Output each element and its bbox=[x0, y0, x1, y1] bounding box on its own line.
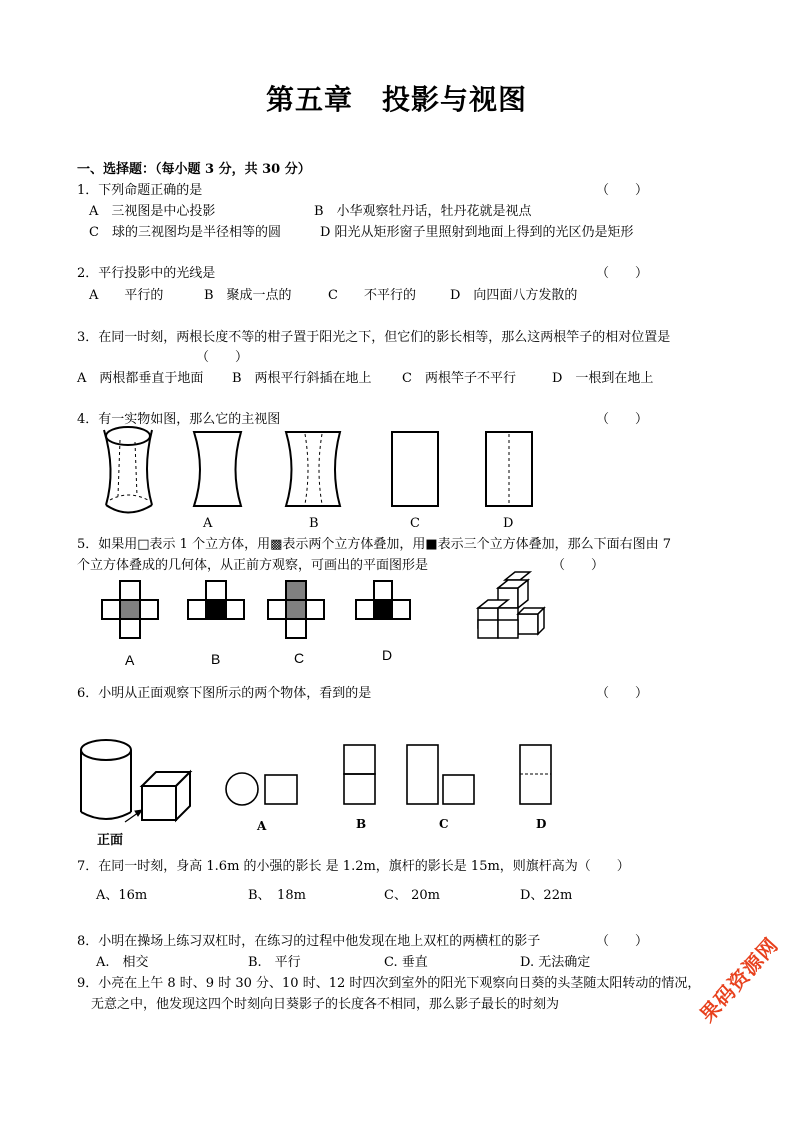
q6-label-b: B bbox=[356, 817, 367, 831]
q8-stem: 8．小明在操场上练习双杠时，在练习的过程中他发现在地上双杠的两横杠的影子 bbox=[77, 934, 541, 949]
q7-stem: 7．在同一时刻，身高 1.6m 的小强的影长 是 1.2m，旗杆的影长是 15m，则旗杆高为（ ） bbox=[77, 859, 630, 874]
q6-figure-d bbox=[520, 745, 551, 804]
q5-figure-d bbox=[356, 581, 410, 619]
q8-option-c: C. 垂直 bbox=[384, 955, 428, 970]
q6-figure-b bbox=[344, 745, 375, 804]
q5-label-d: D bbox=[382, 647, 393, 663]
q4-figure-a bbox=[194, 432, 241, 506]
q1-option-b: B 小华观察牡丹话，牡丹花就是视点 bbox=[314, 204, 532, 219]
q2-option-b: B 聚成一点的 bbox=[204, 288, 292, 303]
q4-label-c: C bbox=[410, 516, 420, 531]
q4-stem: 4．有一实物如图，那么它的主视图 bbox=[77, 412, 281, 427]
q2-option-a: A 平行的 bbox=[89, 288, 164, 303]
q5-figure-c bbox=[268, 581, 324, 638]
q3-answer-paren: （ ） bbox=[196, 350, 249, 365]
q6-label-a: A bbox=[257, 819, 267, 833]
q5-label-a: A bbox=[125, 652, 135, 668]
q3-option-c: C 两根竿子不平行 bbox=[402, 371, 516, 386]
section-heading: 一、选择题：（每小题 3 分，共 30 分） bbox=[77, 162, 311, 177]
q6-figure-a bbox=[226, 773, 297, 805]
q6-objects-figure bbox=[81, 740, 190, 822]
q2-stem: 2．平行投影中的光线是 bbox=[77, 266, 216, 281]
q2-option-c: C 不平行的 bbox=[328, 288, 416, 303]
q1-option-c: C 球的三视图均是半径相等的圆 bbox=[89, 225, 281, 240]
q7-option-b: B、 18m bbox=[248, 888, 306, 903]
q6-stem: 6．小明从正面观察下图所示的两个物体，看到的是 bbox=[77, 686, 372, 701]
q5-label-c: C bbox=[294, 650, 305, 666]
q3-option-d: D 一根到在地上 bbox=[552, 371, 654, 386]
q4-label-a: A bbox=[203, 516, 213, 531]
q5-stem-line1: 5．如果用□表示 1 个立方体，用▩表示两个立方体叠加，用■表示三个立方体叠加，那么下面右图由 7 bbox=[77, 537, 672, 552]
q3-option-a: A 两根都垂直于地面 bbox=[77, 371, 204, 386]
q6-label-d: D bbox=[536, 817, 547, 831]
q6-front-label: 正面 bbox=[97, 833, 124, 848]
q6-answer-paren: （ ） bbox=[596, 686, 649, 701]
q1-option-d: D 阳光从矩形窗子里照射到地面上得到的光区仍是矩形 bbox=[320, 225, 634, 240]
q7-option-c: C、 20m bbox=[384, 888, 440, 903]
q4-label-b: B bbox=[309, 516, 319, 531]
q8-option-b: B. 平行 bbox=[248, 955, 301, 970]
q4-object-figure bbox=[104, 427, 152, 513]
q6-figure-c bbox=[407, 745, 474, 804]
q4-figure-c bbox=[392, 432, 438, 506]
q8-answer-paren: （ ） bbox=[596, 934, 649, 949]
q9-stem-line1: 9．小亮在上午 8 时、9 时 30 分、10 时、12 时四次到室外的阳光下观察向日葵的头茎随太阳转动的情况， bbox=[77, 976, 701, 991]
q1-stem: 1．下列命题正确的是 bbox=[77, 183, 203, 198]
q3-option-b: B 两根平行斜插在地上 bbox=[232, 371, 372, 386]
watermark-stamp: 果码资源网 bbox=[694, 932, 784, 1027]
q4-answer-paren: （ ） bbox=[596, 412, 649, 427]
q7-option-d: D、22m bbox=[520, 888, 573, 903]
q2-option-d: D 向四面八方发散的 bbox=[450, 288, 578, 303]
q2-answer-paren: （ ） bbox=[596, 266, 649, 281]
q5-figure-a bbox=[102, 581, 158, 638]
q5-answer-paren: （ ） bbox=[552, 558, 605, 573]
q6-label-c: C bbox=[439, 817, 449, 831]
q5-cube-stack bbox=[478, 572, 544, 638]
q5-stem-line2: 个立方体叠成的几何体，从正前方观察，可画出的平面图形是 bbox=[77, 558, 429, 573]
q4-figure-d bbox=[486, 432, 532, 506]
q8-option-d: D. 无法确定 bbox=[520, 955, 591, 970]
q5-label-b: B bbox=[211, 651, 221, 667]
q3-stem: 3．在同一时刻，两根长度不等的柑子置于阳光之下，但它们的影长相等，那么这两根竿子的相对位置是 bbox=[77, 330, 671, 345]
q4-label-d: D bbox=[503, 516, 514, 531]
q7-option-a: A、16m bbox=[96, 888, 148, 903]
q9-stem-line2: 无意之中，他发现这四个时刻向日葵影子的长度各不相同，那么影子最长的时刻为 bbox=[91, 997, 560, 1012]
q1-option-a: A 三视图是中心投影 bbox=[89, 204, 216, 219]
q5-figure-b bbox=[188, 581, 244, 619]
page-title: 第五章 投影与视图 bbox=[265, 83, 527, 116]
q8-option-a: A. 相交 bbox=[96, 955, 149, 970]
q1-answer-paren: （ ） bbox=[596, 183, 649, 198]
q4-figure-b bbox=[286, 432, 340, 506]
